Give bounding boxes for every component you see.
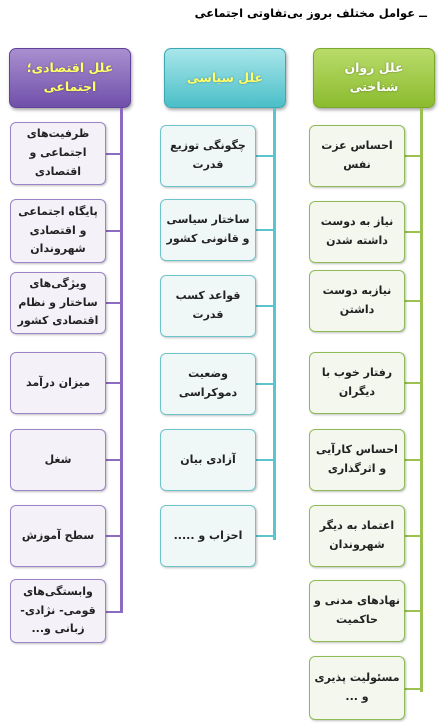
connector-branch: [405, 610, 423, 612]
connector-trunk-purple: [120, 108, 123, 613]
item-responsibility: مسئولیت پذیری و ...: [309, 656, 405, 720]
item-democracy: وضعیت دموکراسی: [160, 353, 256, 415]
diagram-title: ــ عوامل مختلف بروز بی‌تفاوتی اجتماعی: [194, 6, 427, 20]
item-ethnic-affiliations: وابستگی‌های قومی- نژادی- زبانی و...: [10, 579, 106, 643]
connector-trunk-green: [420, 108, 423, 692]
item-power-acquisition-rules: قواعد کسب قدرت: [160, 275, 256, 337]
item-parties: احزاب و .....: [160, 505, 256, 567]
connector-branch: [106, 230, 123, 232]
item-need-to-be-loved: نیاز به دوست داشته شدن: [309, 201, 405, 263]
connector-branch: [405, 382, 423, 384]
header-psychological-causes: علل روان شناختی: [313, 48, 435, 108]
connector-branch: [256, 155, 276, 157]
item-social-economic-capacity: ظرفیت‌های اجتماعی و اقتصادی: [10, 122, 106, 185]
connector-branch: [405, 535, 423, 537]
connector-branch: [106, 382, 123, 384]
connector-branch: [106, 611, 123, 613]
connector-branch: [256, 229, 276, 231]
item-free-speech: آزادی بیان: [160, 429, 256, 491]
item-self-esteem: احساس عزت نفس: [309, 125, 405, 187]
item-efficacy: احساس کارآیی و اثرگذاری: [309, 429, 405, 491]
connector-branch: [256, 305, 276, 307]
connector-trunk-teal: [273, 108, 276, 540]
connector-branch: [256, 535, 276, 537]
item-economic-system: ویژگی‌های ساختار و نظام اقتصادی کشور: [10, 272, 106, 334]
connector-branch: [256, 383, 276, 385]
item-power-distribution: چگونگی توزیع قدرت: [160, 125, 256, 187]
item-occupation: شغل: [10, 429, 106, 491]
item-civil-institutions: نهادهای مدنی و حاکمیت: [309, 580, 405, 642]
connector-branch: [106, 302, 123, 304]
item-education-level: سطح آموزش: [10, 505, 106, 567]
connector-branch: [405, 231, 423, 233]
item-income-level: میزان درآمد: [10, 352, 106, 414]
item-political-structure: ساختار سیاسی و قانونی کشور: [160, 199, 256, 261]
item-trust-in-citizens: اعتماد به دیگر شهروندان: [309, 505, 405, 567]
connector-branch: [405, 459, 423, 461]
header-economic-social-causes: علل اقتصادی؛ اجتماعی: [9, 48, 131, 108]
connector-branch: [106, 153, 123, 155]
connector-branch: [405, 688, 423, 690]
item-social-economic-status: پایگاه اجتماعی و اقتصادی شهروندان: [10, 199, 106, 263]
connector-branch: [256, 459, 276, 461]
item-need-to-love: نیازبه دوست داشتن: [309, 270, 405, 332]
item-good-behavior: رفتار خوب با دیگران: [309, 352, 405, 414]
header-political-causes: علل سیاسی: [164, 48, 286, 108]
connector-branch: [106, 459, 123, 461]
connector-branch: [106, 535, 123, 537]
connector-branch: [405, 300, 423, 302]
connector-branch: [405, 155, 423, 157]
